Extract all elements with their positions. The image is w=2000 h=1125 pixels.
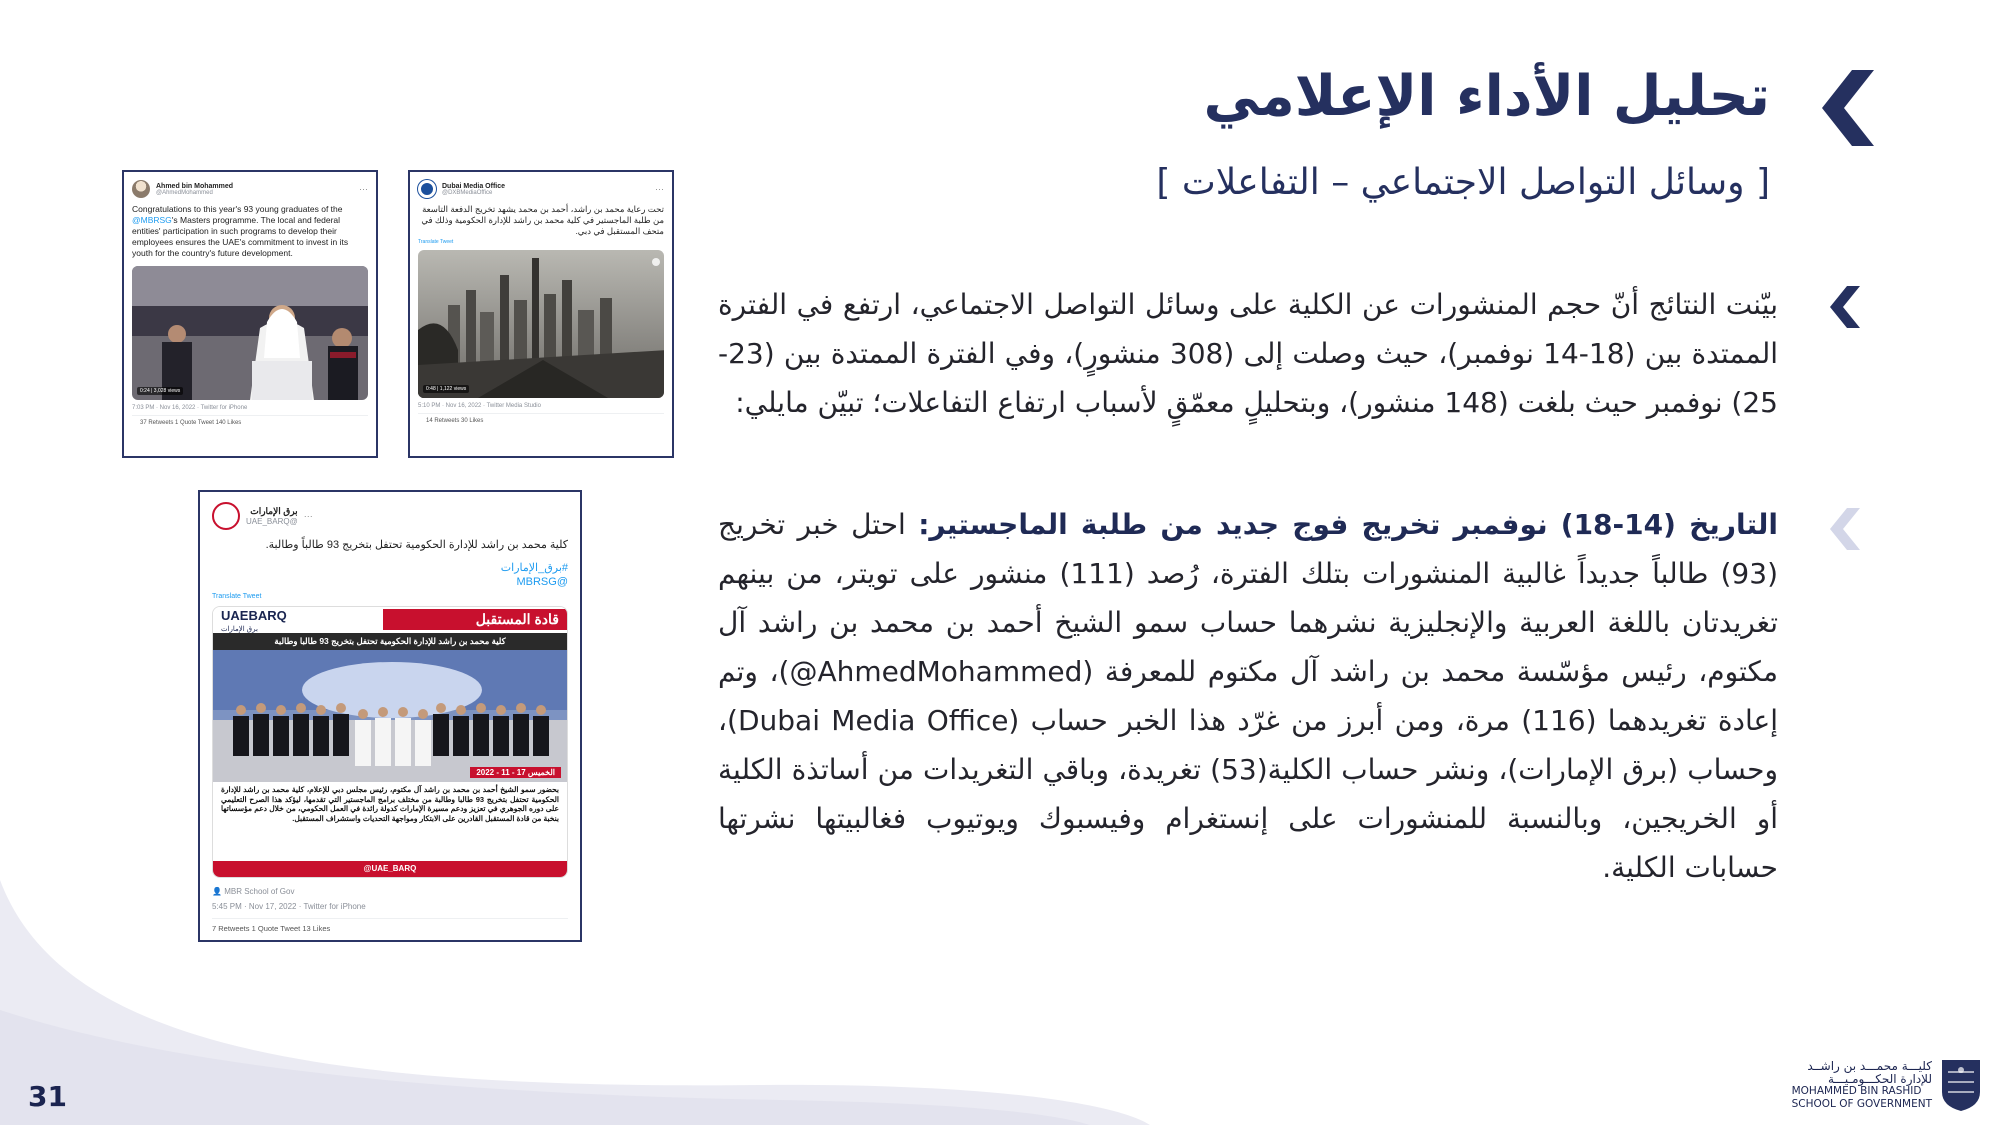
tweet-ahmed-bin-mohammed [122, 170, 378, 458]
logo-arabic-line-2: للإدارة الحكـــومـيـــة [1827, 1071, 1932, 1086]
avatar [418, 180, 436, 198]
tweet-hashtags [200, 557, 580, 593]
logo-english-line-1: MOHAMMED BIN RASHID [1791, 1085, 1922, 1097]
tweet-dubai-media-office [408, 170, 674, 458]
poster-date: الخميس 17 - 11 - 2022 [470, 767, 561, 778]
tweet-text: تحت رعاية محمد بن راشد، أحمد بن محمد يشهد تخريج الدفعة التاسعة من طلبة الماجستير في كلية محمد بن راشد للإدارة الحكومية وذلك في متحف المستقبل في دبي. [421, 204, 664, 236]
tweet-video [418, 250, 664, 398]
tweet-timestamp: 5:45 PM · Nov 17, 2022 · Twitter for iPhone [212, 902, 366, 911]
hashtag-link: #برق_الإمارات [500, 562, 568, 574]
paragraph-graduation-analysis [718, 500, 1778, 892]
tweet-stats: 37 Retweets 1 Quote Tweet 140 Likes [132, 415, 368, 426]
paragraph-text: بيّنت النتائج أنّ حجم المنشورات عن الكلية على وسائل التواصل الاجتماعي، ارتفع في الفترة الممتدة بين (18-14 نوفمبر)، حيث وصلت إلى (308 منشورٍ)، وفي الفترة الممتدة بين (23-25) نوفمبر حيث بلغت (148 منشور)، وبتحليلٍ معمّقٍ لأسباب ارتفاع التفاعلات؛ تبيّن مايلي: [718, 288, 1779, 419]
paragraph-lead: التاريخ (14-18) نوفمبر تخريج فوج جديد من طلبة الماجستير: [918, 508, 1778, 541]
poster-brand-logo: UAEBARQ [221, 608, 287, 623]
tweet-stats: 7 Retweets 1 Quote Tweet 13 Likes [212, 918, 568, 933]
bullet-chevron-light-icon [1830, 508, 1860, 550]
more-icon: ··· [655, 184, 664, 194]
tweet-text-part: Congratulations to this year's 93 young graduates of the [132, 204, 343, 214]
tweet-author-handle: @UAE_BARQ [246, 517, 298, 526]
tweet-mention-link: @MBRSG [132, 215, 172, 225]
retweeted-by-name: MBR School of Gov [224, 887, 295, 896]
translate-tweet-link: Translate Tweet [418, 239, 454, 245]
logo-arabic-line-1: كليـــة محمـــد بن راشــد [1807, 1059, 1932, 1073]
tweet-author-handle: @AhmedMohammed [156, 189, 213, 196]
poster-banner: قادة المستقبل [383, 609, 567, 630]
tweet-timestamp: 5:10 PM · Nov 16, 2022 · Twitter Media Studio [418, 403, 541, 409]
tweet-author-name: Ahmed bin Mohammed [156, 182, 234, 190]
avatar [212, 502, 240, 530]
tweet-text-part: 's Masters programme. The local and federal entities' participation in such programs to develop their employees ensures the UAE's commitment to invest in its youth for the country's future development. [132, 215, 349, 258]
poster-photo [213, 650, 567, 782]
tweet-author-handle: @DXBMediaOffice [442, 189, 493, 196]
translate-tweet-link: Translate Tweet [212, 593, 262, 600]
poster-headline: كلية محمد بن راشد للإدارة الحكومية تحتفل بتخريج 93 طالبا وطالبة [213, 633, 567, 650]
logo-english-line-2: SCHOOL OF GOVERNMENT [1791, 1097, 1932, 1110]
page-number: 31 [28, 1080, 67, 1113]
paragraph-volume-summary [718, 280, 1778, 427]
tweet-timestamp: 7:03 PM · Nov 16, 2022 · Twitter for iPhone [132, 405, 248, 411]
tweet-author-name: Dubai Media Office [442, 182, 506, 190]
dubai-skyline-image [418, 250, 664, 398]
more-icon: ··· [303, 511, 313, 521]
poster-brand-arabic: برق الإمارات [221, 626, 258, 633]
bullet-chevron-icon [1830, 286, 1860, 328]
graduates-group-photo [213, 650, 568, 782]
title-chevron-icon [1822, 70, 1874, 146]
tweet-author-name: برق الإمارات [250, 506, 298, 516]
avatar [132, 180, 150, 198]
school-shield-icon [1940, 1058, 1982, 1112]
tweet-video [132, 266, 368, 400]
tweet-text [124, 202, 376, 261]
retweeted-by: 👤 MBR School of Gov [212, 887, 295, 896]
tweet-image-poster [212, 606, 568, 878]
page-subtitle: [ وسائل التواصل الاجتماعي – التفاعلات ] [1156, 162, 1770, 203]
mention-link: @MBRSG [516, 576, 568, 588]
school-logo [1792, 1058, 1982, 1112]
video-views-badge: 0:24 | 3,028 views [137, 387, 183, 395]
more-icon: ··· [359, 184, 368, 194]
poster-body-text: بحضور سمو الشيخ أحمد بن محمد بن راشد آل مكتوم، رئيس مجلس دبي للإعلام، كلية محمد بن راشد للإدارة الحكومية تحتفل بتخريج 93 طالبا وطالبة من مختلف برامج الماجستير التي تقدمها، ليؤكد هذا الصرح التعليمي على دوره الجوهري في تعزيز ودعم مسيرة الإمارات كدولة رائدة في العمل الحكومي، من خلال دعم مؤسساتها بنخبة من قادة المستقبل القادرين على الابتكار ومواجهة التحديات واستشراف المستقبل. [221, 785, 559, 823]
tweet-stats: 14 Retweets 30 Likes [418, 413, 664, 424]
tweet-uae-barq [198, 490, 582, 942]
graduation-speech-image [132, 266, 368, 400]
paragraph-text: احتل خبر تخريج (93) طالباً جديداً غالبية المنشورات بتلك الفترة، رُصد (111) منشور على تويتر، من بينهم تغريدتان باللغة العربية والإنجليزية نشرهما حساب سمو الشيخ أحمد بن محمد بن راشد آل مكتوم، رئيس مؤسّسة محمد بن راشد آل مكتوم للمعرفة (AhmedMohammed@)، وتم إعادة تغريدهما (116) مرة، ومن أبرز من غرّد هذا الخبر حساب (Dubai Media Office)، وحساب (برق الإمارات)، ونشر حساب الكلية(53) تغريدة، وباقي التغريدات من أساتذة الكلية أو الخريجين، وبالنسبة للمنشورات على إنستغرام وفيسبوك ويوتيوب فغالبيتها نشرتها حسابات الكلية. [718, 508, 1779, 884]
video-views-badge: 0:48 | 1,122 views [423, 385, 469, 393]
tweet-text: كلية محمد بن راشد للإدارة الحكومية تحتفل بتخريج 93 طالباً وطالبة. [265, 539, 568, 551]
poster-footer-handle: @UAE_BARQ [213, 861, 567, 877]
page-title: تحليل الأداء الإعلامي [1203, 64, 1770, 129]
